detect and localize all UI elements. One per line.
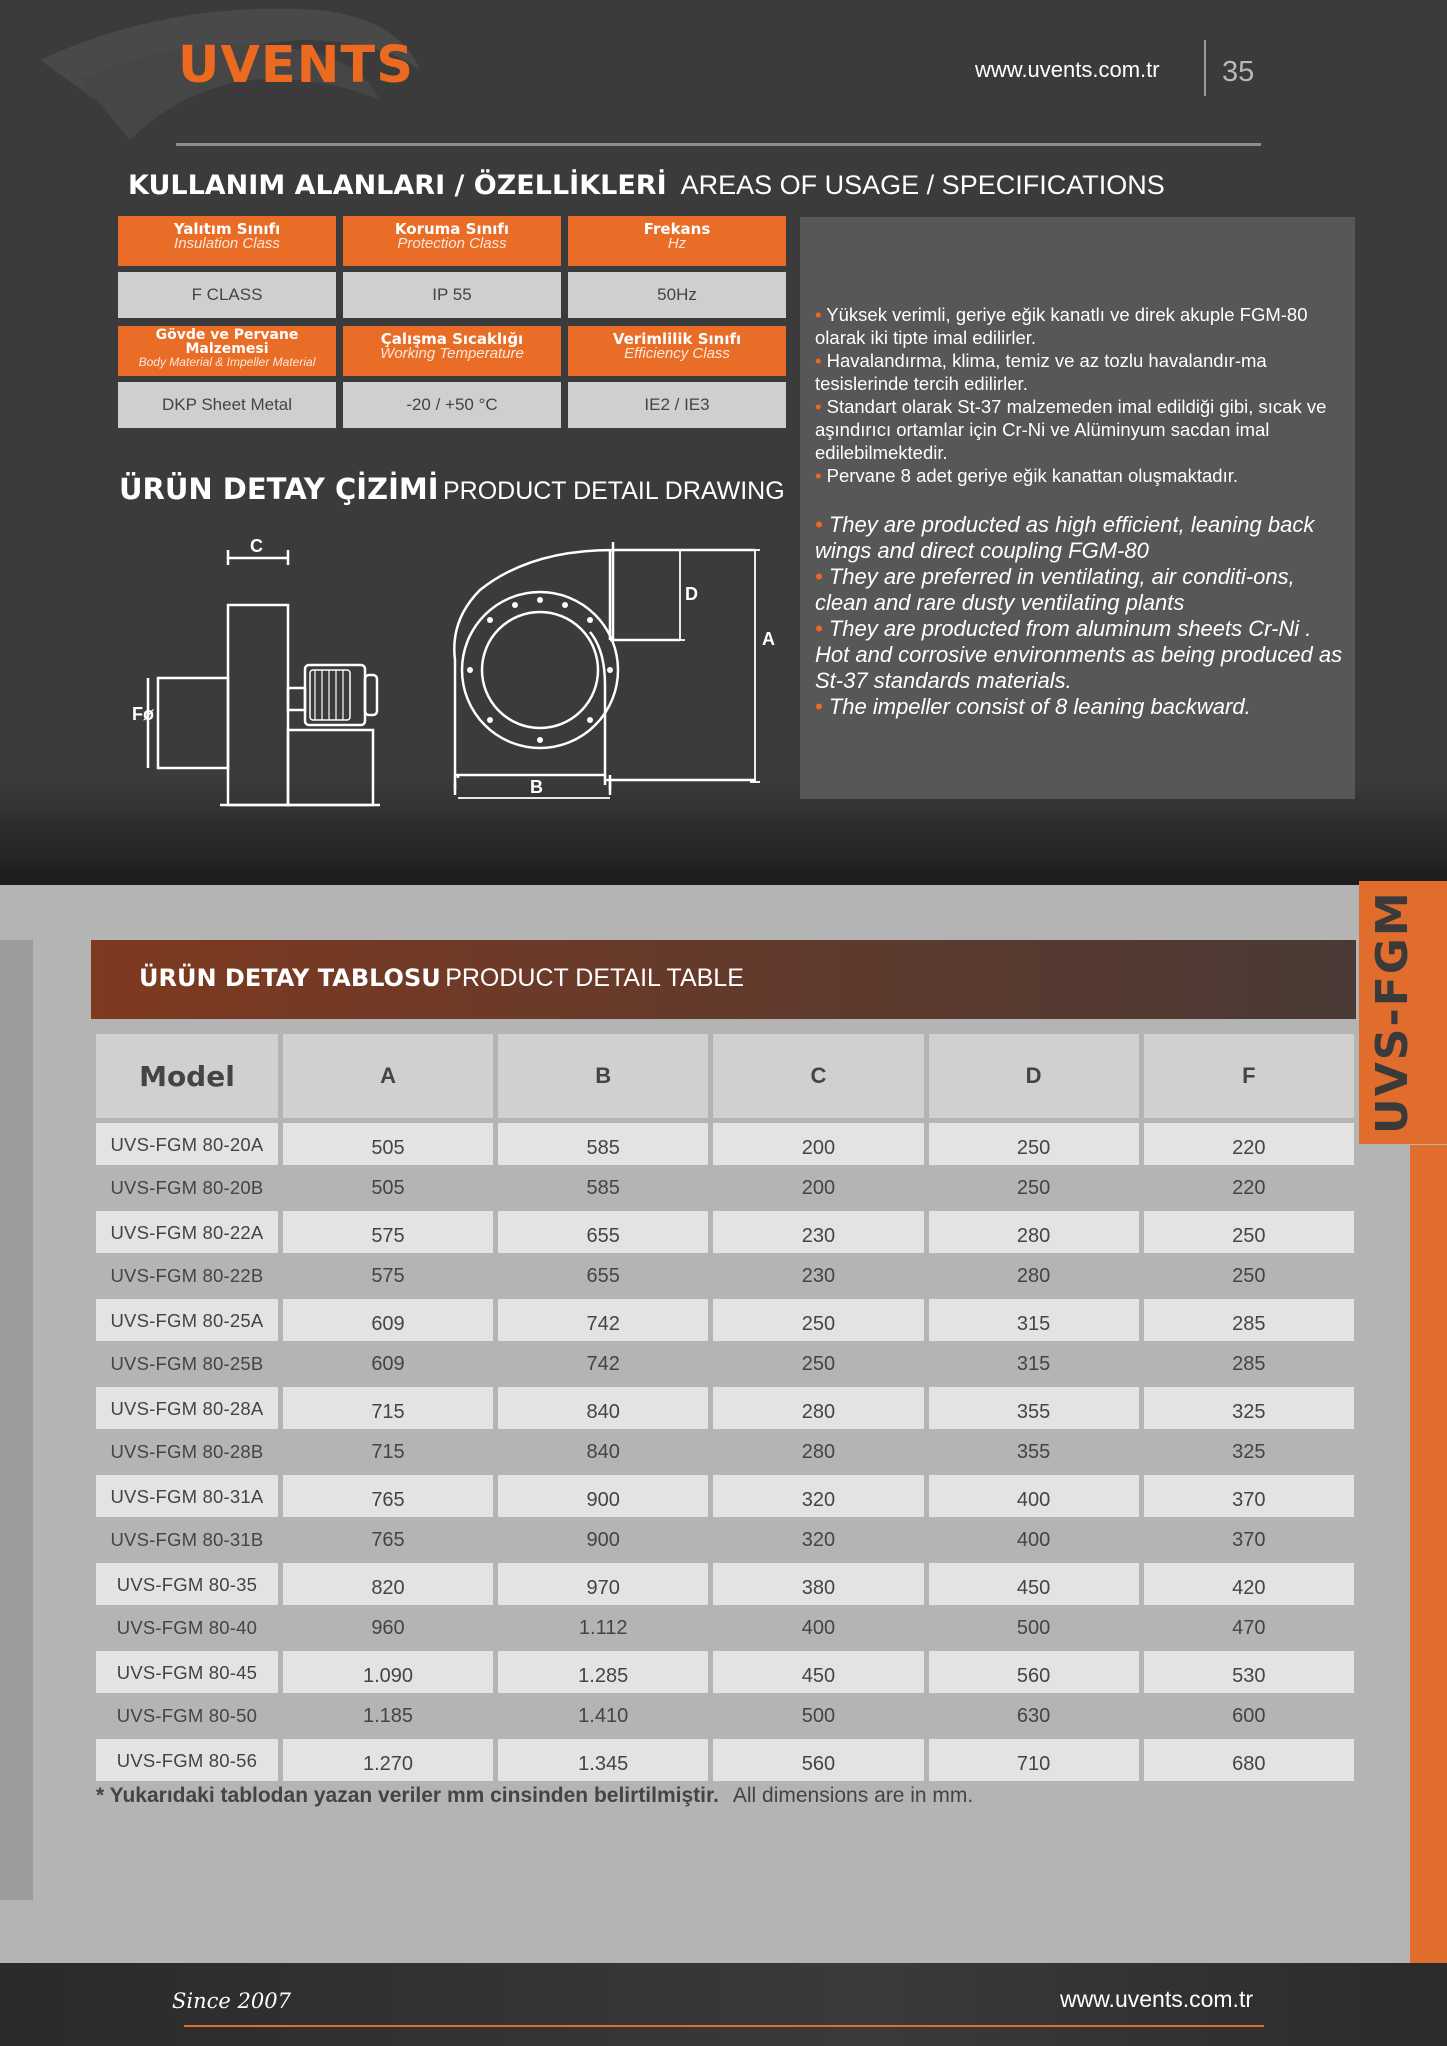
- bullet-icon: •: [815, 465, 822, 486]
- features-tr-list: [815, 303, 1345, 487]
- cell-b: 742: [498, 1299, 708, 1341]
- cell-f: 325: [1144, 1387, 1354, 1429]
- cell-c: 200: [801, 1176, 836, 1199]
- cell-b: 585: [498, 1123, 708, 1165]
- cell-d: 450: [929, 1563, 1139, 1605]
- cell-f: 600: [1232, 1704, 1266, 1727]
- brand-logo: UVENTS: [178, 36, 414, 95]
- cell-f: 285: [1144, 1299, 1354, 1341]
- table-row: [96, 1258, 1354, 1294]
- cell-c: 230: [801, 1264, 836, 1287]
- spec-header-protection: [343, 216, 561, 266]
- cell-b: 585: [586, 1176, 620, 1199]
- bullet-icon: •: [815, 694, 823, 719]
- cell-f: 470: [1232, 1616, 1266, 1639]
- cell-d: 355: [1016, 1440, 1051, 1463]
- cell-c: 500: [801, 1704, 836, 1727]
- spec-header-tr: Koruma Sınıfı: [394, 220, 510, 238]
- cell-a: 960: [371, 1616, 405, 1639]
- specs-title-en: AREAS OF USAGE / SPECIFICATIONS: [680, 170, 1165, 200]
- cell-b: 1.285: [498, 1651, 708, 1693]
- cell-b: 655: [498, 1211, 708, 1253]
- cell-c: 320: [801, 1528, 836, 1551]
- specs-title: [128, 170, 1165, 201]
- cell-b: 900: [498, 1475, 708, 1517]
- spec-header-en: Efficiency Class: [624, 345, 730, 362]
- cell-f: 220: [1144, 1123, 1354, 1165]
- cell-a: 1.270: [283, 1739, 493, 1781]
- table-row: [96, 1346, 1354, 1382]
- cell-a: 1.185: [362, 1704, 414, 1727]
- cell-f: 530: [1144, 1651, 1354, 1693]
- bullet-icon: •: [815, 512, 823, 537]
- cell-f: 325: [1232, 1440, 1266, 1463]
- cell-d: 560: [929, 1651, 1139, 1693]
- cell-c: 280: [713, 1387, 923, 1429]
- bullet-icon: •: [815, 396, 822, 417]
- spec-header-en: Insulation Class: [174, 235, 280, 252]
- spec-header-tr: Yalıtım Sınıfı: [173, 220, 281, 238]
- cell-d: 710: [929, 1739, 1139, 1781]
- product-detail-drawing: [110, 520, 790, 810]
- spec-header-tr: Gövde ve Pervane Malzemesi: [155, 327, 299, 357]
- bullet-icon: •: [815, 350, 822, 371]
- table-row: [96, 1610, 1354, 1646]
- cell-f: 420: [1144, 1563, 1354, 1605]
- table-title-en: PRODUCT DETAIL TABLE: [445, 964, 744, 992]
- cell-d: 315: [929, 1299, 1139, 1341]
- cell-model: UVS-FGM 80-22A: [96, 1211, 278, 1253]
- drawing-title-en: PRODUCT DETAIL DRAWING: [442, 477, 785, 505]
- cell-a: 609: [371, 1352, 405, 1375]
- units-note-en: All dimensions are in mm.: [732, 1784, 974, 1807]
- cell-model: UVS-FGM 80-22B: [110, 1265, 264, 1286]
- spec-header-temperature: [343, 326, 561, 376]
- cell-b: 900: [586, 1528, 620, 1551]
- spec-header-en: Body Material & Impeller Material: [138, 355, 316, 369]
- cell-a: 505: [371, 1176, 405, 1199]
- table-title: [139, 964, 744, 993]
- dim-label-c: C: [250, 536, 263, 556]
- cell-model: UVS-FGM 80-20A: [96, 1123, 278, 1165]
- spec-value-protection: IP 55: [343, 272, 561, 318]
- spec-header-tr: Verimlilik Sınıfı: [612, 330, 742, 348]
- feature-tr-item: • Havalandırma, klima, temiz ve az tozlu havalandır-ma tesislerinde tercih edilirler.: [815, 350, 1267, 394]
- spec-header-frequency: [568, 216, 786, 266]
- drawing-title-tr: ÜRÜN DETAY ÇİZİMİ: [119, 472, 439, 506]
- cell-model: UVS-FGM 80-50: [116, 1705, 258, 1726]
- cell-f: 285: [1232, 1352, 1266, 1375]
- cell-d: 400: [929, 1475, 1139, 1517]
- cell-model: UVS-FGM 80-28B: [110, 1441, 264, 1462]
- cell-a: 609: [283, 1299, 493, 1341]
- column-header-d: D: [929, 1034, 1139, 1118]
- cell-model: UVS-FGM 80-25A: [96, 1299, 278, 1341]
- cell-c: 320: [713, 1475, 923, 1517]
- since-signature: Since 2007: [172, 1989, 291, 2013]
- cell-f: 680: [1144, 1739, 1354, 1781]
- feature-tr-item: • Yüksek verimli, geriye eğik kanatlı ve direk akuple FGM-80 olarak iki tipte imal edilirler.: [815, 304, 1308, 348]
- table-row: [96, 1475, 1354, 1517]
- cell-a: 575: [283, 1211, 493, 1253]
- spec-header-insulation: [118, 216, 336, 266]
- table-row: [96, 1522, 1354, 1558]
- cell-b: 840: [586, 1440, 620, 1463]
- cell-c: 380: [713, 1563, 923, 1605]
- product-detail-table: [91, 1029, 1359, 1786]
- feature-tr-item: • Standart olarak St-37 malzemeden imal edildiği gibi, sıcak ve aşındırıcı ortamlar için Cr-Ni ve Alüminyum sacdan imal edilebilmektedir.: [815, 396, 1327, 463]
- footer-website[interactable]: www.uvents.com.tr: [1060, 1986, 1253, 2012]
- table-row: [96, 1563, 1354, 1605]
- cell-d: 630: [1016, 1704, 1051, 1727]
- column-header-a: A: [283, 1034, 493, 1118]
- feature-tr-item: • Pervane 8 adet geriye eğik kanattan oluşmaktadır.: [815, 465, 1238, 486]
- right-accent-strip: [1410, 1145, 1447, 1963]
- table-row: [96, 1211, 1354, 1253]
- bullet-icon: •: [815, 304, 822, 325]
- cell-b: 1.410: [578, 1704, 629, 1727]
- spec-header-en: Protection Class: [397, 235, 507, 252]
- cell-b: 655: [586, 1264, 620, 1287]
- units-note-tr: * Yukarıdaki tablodan yazan veriler mm cinsinden belirtilmiştir.: [96, 1784, 719, 1807]
- cell-a: 715: [283, 1387, 493, 1429]
- cell-a: 765: [371, 1528, 405, 1551]
- cell-model: UVS-FGM 80-28A: [96, 1387, 278, 1429]
- bullet-icon: •: [815, 564, 823, 589]
- dim-label-a: A: [762, 629, 775, 649]
- table-row: [96, 1387, 1354, 1429]
- side-tab-label: UVS-FGM: [1367, 890, 1418, 1135]
- spec-value-frequency: 50Hz: [568, 272, 786, 318]
- cell-a: 820: [283, 1563, 493, 1605]
- spec-header-material: [118, 326, 336, 376]
- spec-value-material: DKP Sheet Metal: [118, 382, 336, 428]
- cell-d: 315: [1016, 1352, 1051, 1375]
- table-row: [96, 1739, 1354, 1781]
- spec-header-en: Hz: [667, 235, 687, 252]
- cell-model: UVS-FGM 80-25B: [110, 1353, 264, 1374]
- cell-c: 250: [713, 1299, 923, 1341]
- side-view-drawing: [148, 550, 380, 805]
- cell-c: 230: [713, 1211, 923, 1253]
- cell-a: 505: [283, 1123, 493, 1165]
- cell-a: 715: [371, 1440, 405, 1463]
- table-title-tr: ÜRÜN DETAY TABLOSU: [139, 964, 441, 992]
- cell-d: 355: [929, 1387, 1139, 1429]
- cell-b: 840: [498, 1387, 708, 1429]
- cell-b: 1.112: [578, 1616, 628, 1639]
- column-header-b: B: [498, 1034, 708, 1118]
- dim-label-b: B: [530, 777, 543, 797]
- cell-d: 250: [929, 1123, 1139, 1165]
- cell-model: UVS-FGM 80-31B: [110, 1529, 264, 1550]
- dim-label-d: D: [685, 584, 698, 604]
- cell-c: 400: [801, 1616, 836, 1639]
- cell-d: 250: [1016, 1176, 1051, 1199]
- cell-d: 280: [929, 1211, 1139, 1253]
- cell-model: UVS-FGM 80-40: [116, 1617, 258, 1638]
- spec-value-efficiency: IE2 / IE3: [568, 382, 786, 428]
- units-note: [96, 1784, 973, 1808]
- table-header-row: [96, 1034, 1354, 1118]
- table-row: [96, 1123, 1354, 1165]
- cell-model: UVS-FGM 80-56: [96, 1739, 278, 1781]
- header-divider: [1204, 40, 1206, 96]
- dim-label-f: Fø: [132, 704, 154, 724]
- column-header-f: F: [1144, 1034, 1354, 1118]
- front-view-drawing: [454, 542, 755, 795]
- table-row: [96, 1434, 1354, 1470]
- table-row: [96, 1299, 1354, 1341]
- spec-header-tr: Çalışma Sıcaklığı: [380, 330, 524, 348]
- column-header-c: C: [713, 1034, 923, 1118]
- cell-f: 370: [1144, 1475, 1354, 1517]
- table-row: [96, 1651, 1354, 1693]
- table-row: [96, 1698, 1354, 1734]
- spec-value-temperature: -20 / +50 °C: [343, 382, 561, 428]
- table-title-bar: [91, 940, 1356, 1019]
- spec-header-efficiency: [568, 326, 786, 376]
- cell-a: 765: [283, 1475, 493, 1517]
- features-panel: [800, 217, 1355, 799]
- cell-c: 450: [713, 1651, 923, 1693]
- header-rule: [176, 143, 1261, 146]
- cell-f: 220: [1232, 1176, 1266, 1199]
- cell-a: 1.090: [283, 1651, 493, 1693]
- footer-rule: [184, 2025, 1264, 2027]
- cell-c: 200: [713, 1123, 923, 1165]
- cell-c: 280: [801, 1440, 836, 1463]
- cell-f: 250: [1144, 1211, 1354, 1253]
- cell-model: UVS-FGM 80-20B: [110, 1177, 264, 1198]
- features-en-list: [815, 512, 1350, 720]
- cell-d: 500: [1016, 1616, 1051, 1639]
- cell-b: 970: [498, 1563, 708, 1605]
- cell-b: 742: [586, 1352, 620, 1375]
- feature-en-item: • They are producted from aluminum sheets Cr-Ni . Hot and corrosive environments as being produced as St-37 standards materials.: [815, 616, 1343, 693]
- cell-model: UVS-FGM 80-31A: [96, 1475, 278, 1517]
- spec-value-insulation: F CLASS: [118, 272, 336, 318]
- spec-header-tr: Frekans: [643, 220, 711, 238]
- cell-c: 560: [713, 1739, 923, 1781]
- header-website[interactable]: www.uvents.com.tr: [975, 57, 1160, 82]
- cell-f: 370: [1232, 1528, 1266, 1551]
- cell-model: UVS-FGM 80-45: [96, 1651, 278, 1693]
- cell-f: 250: [1232, 1264, 1266, 1287]
- cell-d: 280: [1016, 1264, 1051, 1287]
- drawing-title: [119, 472, 785, 506]
- bullet-icon: •: [815, 616, 823, 641]
- cell-c: 250: [801, 1352, 836, 1375]
- cell-a: 575: [371, 1264, 405, 1287]
- specs-title-tr: KULLANIM ALANLARI / ÖZELLİKLERİ: [128, 170, 667, 201]
- left-accent-strip: [0, 940, 33, 1900]
- feature-en-item: • They are producted as high efficient, leaning back wings and direct coupling FGM-80: [815, 512, 1315, 563]
- bolt-holes: [467, 597, 613, 743]
- spec-header-en: Working Temperature: [380, 345, 524, 362]
- feature-en-item: • The impeller consist of 8 leaning backward.: [815, 694, 1251, 719]
- cell-model: UVS-FGM 80-35: [96, 1563, 278, 1605]
- feature-en-item: • They are preferred in ventilating, air conditi-ons, clean and rare dusty ventilating plants: [815, 564, 1295, 615]
- column-header-model: Model: [96, 1034, 278, 1118]
- page-number: 35: [1222, 56, 1255, 88]
- cell-b: 1.345: [498, 1739, 708, 1781]
- cell-d: 400: [1016, 1528, 1051, 1551]
- table-row: [96, 1170, 1354, 1206]
